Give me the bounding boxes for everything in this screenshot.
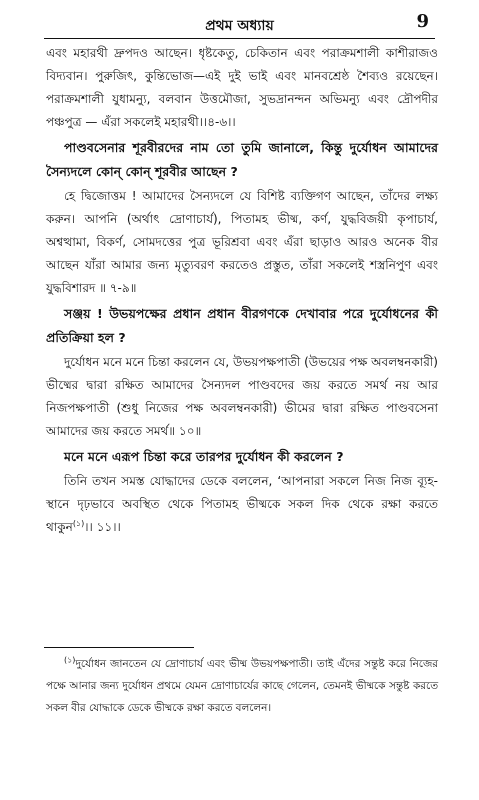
question-heading-2: সঞ্জয় ! উভয়পক্ষের প্রধান প্রধান বীরগণকে দেখাবার পরে দুর্যোধনের কী প্রতিক্রিয়া হল ? [46, 306, 438, 345]
page-body [46, 42, 438, 539]
page-header [0, 6, 479, 36]
footnote-divider [44, 647, 194, 648]
verse-11-text: তিনি তখন সমস্ত যোদ্ধাদের ডেকে বললেন, ‘আপনারা সকলে নিজ নিজ ব্যূহ-স্থানে দৃঢ়ভাবে অবস্থিত থেকে পিতামহ ভীষ্মকে সকল দিক থেকে রক্ষা করতে থাকুন [46, 474, 438, 534]
question-heading-1: পাণ্ডবসেনার শূরবীরদের নাম তো তুমি জানালে, কিন্তু দুর্যোধন আমাদের সৈন্যদলে কোন্ কোন্ শূরবীর আছেন ? [46, 140, 438, 179]
chapter-title: প্রথম অধ্যায় [205, 18, 274, 34]
footnote-reference[interactable]: (১) [72, 519, 85, 528]
footnote [46, 653, 438, 719]
paragraph-verse-10: দুর্যোধন মনে মনে চিন্তা করলেন যে, উভয়পক্ষপাতী (উভয়ের পক্ষ অবলম্বনকারী) ভীষ্মের দ্বারা রক্ষিত আমাদের সৈন্যদল পাণ্ডবদের জয় করতে সমর্থ নয় আর নিজপক্ষপাতী (শুধু নিজের পক্ষ অবলম্বনকারী) ভীমের দ্বারা রক্ষিত পাণ্ডবসেনা আমাদের জয় করতে সমর্থ॥ ১০॥ [46, 355, 438, 438]
header-divider [44, 38, 435, 39]
paragraph-verses-7-9: হে দ্বিজোত্তম ! আমাদের সৈন্যদলে যে বিশিষ্ট ব্যক্তিগণ আছেন, তাঁদের লক্ষ্য করুন। আপনি (অর্থাৎ দ্রোণাচার্য), পিতামহ ভীষ্ম, কর্ণ, যুদ্ধবিজয়ী কৃপাচার্য, অশ্বত্থামা, বিকর্ণ, সোমদত্তের পুত্র ভূরিশ্রবা এবং এঁরা ছাড়াও আরও অনেক বীর আছেন যাঁরা আমার জন্য মৃত্যুবরণ করতেও প্রস্তুত, তাঁরা সকলেই শস্ত্রনিপুণ এবং যুদ্ধবিশারদ ॥ ৭-৯॥ [46, 189, 438, 295]
footnote-text: দুর্যোধন জানতেন যে দ্রোণাচার্য এবং ভীষ্ম উভয়পক্ষপাতী। তাই এঁদের সন্তুষ্ট করে নিজের পক্ষে আনার জন্য দুর্যোধন প্রথমে যেমন দ্রোণাচার্যের কাছে গেলেন, তেমনই ভীষ্মকে সন্তুষ্ট করতে সকল বীর যোদ্ধাকে ডেকে ভীষ্মকে রক্ষা করতে বললেন। [46, 658, 438, 714]
page-number: 9 [416, 11, 429, 32]
question-heading-3: মনে মনে এরূপ চিন্তা করে তারপর দুর্যোধন কী করলেন ? [64, 449, 344, 464]
verse-11-number: ।। ১১।। [84, 520, 121, 534]
paragraph-verses-4-6: এবং মহারথী দ্রুপদও আছেন। ধৃষ্টকেতু, চেকিতান এবং পরাক্রমশালী কাশীরাজও বিদ্যবান। পুরুজিৎ, কুন্তিভোজ—এই দুই ভাই এবং মানবশ্রেষ্ঠ শৈব্যও রয়েছেন। পরাক্রমশালী যুধামন্যু, বলবান উত্তমৌজা, সুভদ্রানন্দন অভিমন্যু এবং দ্রৌপদীর পঞ্চপুত্র — এঁরা সকলেই মহারথী।।৪-৬।। [46, 46, 438, 129]
paragraph-verse-11 [46, 470, 438, 539]
footnote-marker: (১) [64, 655, 76, 665]
